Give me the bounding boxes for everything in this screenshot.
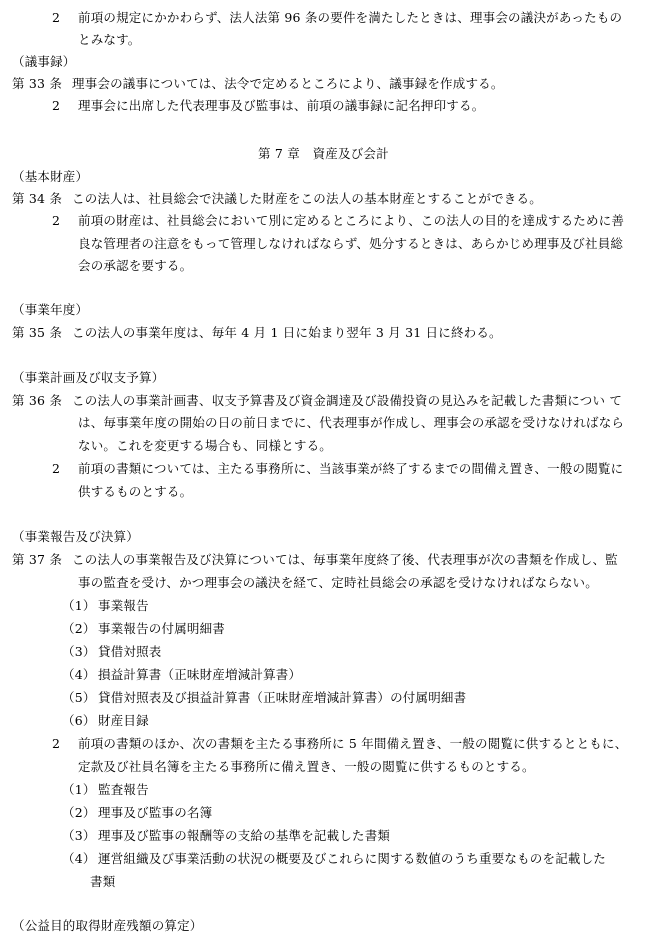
- paragraph-text: 前項の規定にかかわらず、法人法第 96 条の要件を満たしたときは、理事会の議決があったもの: [78, 10, 623, 25]
- list-item-text: 損益計算書（正味財産増減計算書）: [98, 667, 302, 682]
- list-item-text: 理事及び監事の報酬等の支給の基準を記載した書類: [98, 828, 391, 843]
- list-item-text: 貸借対照表及び損益計算書（正味財産増減計算書）の付属明細書: [98, 690, 467, 705]
- list-item-text: 監査報告: [98, 782, 149, 797]
- paragraph-number: 2: [52, 736, 61, 751]
- article-number: 第 35 条: [12, 325, 63, 340]
- article-caption: （議事録）: [12, 54, 76, 69]
- list-item-text: 運営組織及び事業活動の状況の概要及びこれらに関する数値のうち重要なものを記載した: [98, 851, 607, 866]
- article-text: この法人の事業報告及び決算については、毎事業年度終了後、代表理事が次の書類を作成し、監: [72, 552, 618, 567]
- article-caption: （公益目的取得財産残額の算定）: [12, 918, 203, 933]
- list-item-number: （2）: [62, 805, 96, 820]
- article-caption: （事業計画及び収支予算）: [12, 370, 165, 385]
- list-item-number: （2）: [62, 621, 96, 636]
- article-caption: （事業報告及び決算）: [12, 529, 140, 544]
- article-text: は、毎事業年度の開始の日の前日までに、代表理事が作成し、理事会の承認を受けなければなら: [78, 415, 625, 430]
- article-text: この法人の事業年度は、毎年 4 月 1 日に始まり翌年 3 月 31 日に終わる。: [72, 325, 502, 340]
- paragraph-text: 理事会に出席した代表理事及び監事は、前項の議事録に記名押印する。: [78, 98, 485, 113]
- paragraph-text: 前項の書類については、主たる事務所に、当該事業が終了するまでの間備え置き、一般の閲覧に: [78, 461, 624, 476]
- list-item-number: （4）: [62, 851, 96, 866]
- article-text: 事の監査を受け、かつ理事会の議決を経て、定時社員総会の承認を受けなければならない。: [78, 575, 598, 590]
- list-item-number: （1）: [62, 598, 96, 613]
- paragraph-text: とみなす。: [78, 32, 141, 47]
- paragraph-text: 前項の書類のほか、次の書類を主たる事務所に 5 年間備え置き、一般の閲覧に供するとともに、: [78, 736, 628, 751]
- article-text: この法人は、社員総会で決議した財産をこの法人の基本財産とすることができる。: [72, 191, 542, 206]
- list-item-text: 事業報告の付属明細書: [98, 621, 226, 636]
- list-item-number: （5）: [62, 690, 96, 705]
- list-item-text: 貸借対照表: [98, 644, 162, 659]
- article-text: 理事会の議事については、法令で定めるところにより、議事録を作成する。: [72, 76, 504, 91]
- list-item-number: （4）: [62, 667, 96, 682]
- list-item-text-continued: 書類: [90, 874, 116, 889]
- article-caption: （事業年度）: [12, 302, 89, 317]
- paragraph-number: 2: [52, 10, 61, 25]
- paragraph-number: 2: [52, 213, 61, 228]
- article-number: 第 33 条: [12, 76, 63, 91]
- article-number: 第 36 条: [12, 393, 63, 408]
- list-item-number: （3）: [62, 828, 96, 843]
- list-item-text: 財産目録: [98, 713, 149, 728]
- chapter-title: 第 7 章 資産及び会計: [258, 146, 389, 161]
- article-number: 第 34 条: [12, 191, 63, 206]
- article-caption: （基本財産）: [12, 169, 89, 184]
- paragraph-text: 供するものとする。: [78, 484, 193, 499]
- list-item-number: （3）: [62, 644, 96, 659]
- list-item-number: （6）: [62, 713, 96, 728]
- paragraph-text: 定款及び社員名簿を主たる事務所に備え置き、一般の閲覧に供するものとする。: [78, 759, 535, 774]
- list-item-text: 事業報告: [98, 598, 149, 613]
- list-item-text: 理事及び監事の名簿: [98, 805, 213, 820]
- paragraph-number: 2: [52, 461, 61, 476]
- article-number: 第 37 条: [12, 552, 63, 567]
- paragraph-number: 2: [52, 98, 61, 113]
- article-text: ない。これを変更する場合も、同様とする。: [78, 438, 333, 453]
- paragraph-text: 前項の財産は、社員総会において別に定めるところにより、この法人の目的を達成するために善: [78, 213, 625, 228]
- article-text: この法人の事業計画書、収支予算書及び資金調達及び設備投資の見込みを記載した書類につい て: [72, 393, 623, 408]
- list-item-number: （1）: [62, 782, 96, 797]
- paragraph-text: 会の承認を要する。: [78, 258, 193, 273]
- paragraph-text: 良な管理者の注意をもって管理しなければならず、処分するときは、あらかじめ理事及び社員総: [78, 236, 624, 251]
